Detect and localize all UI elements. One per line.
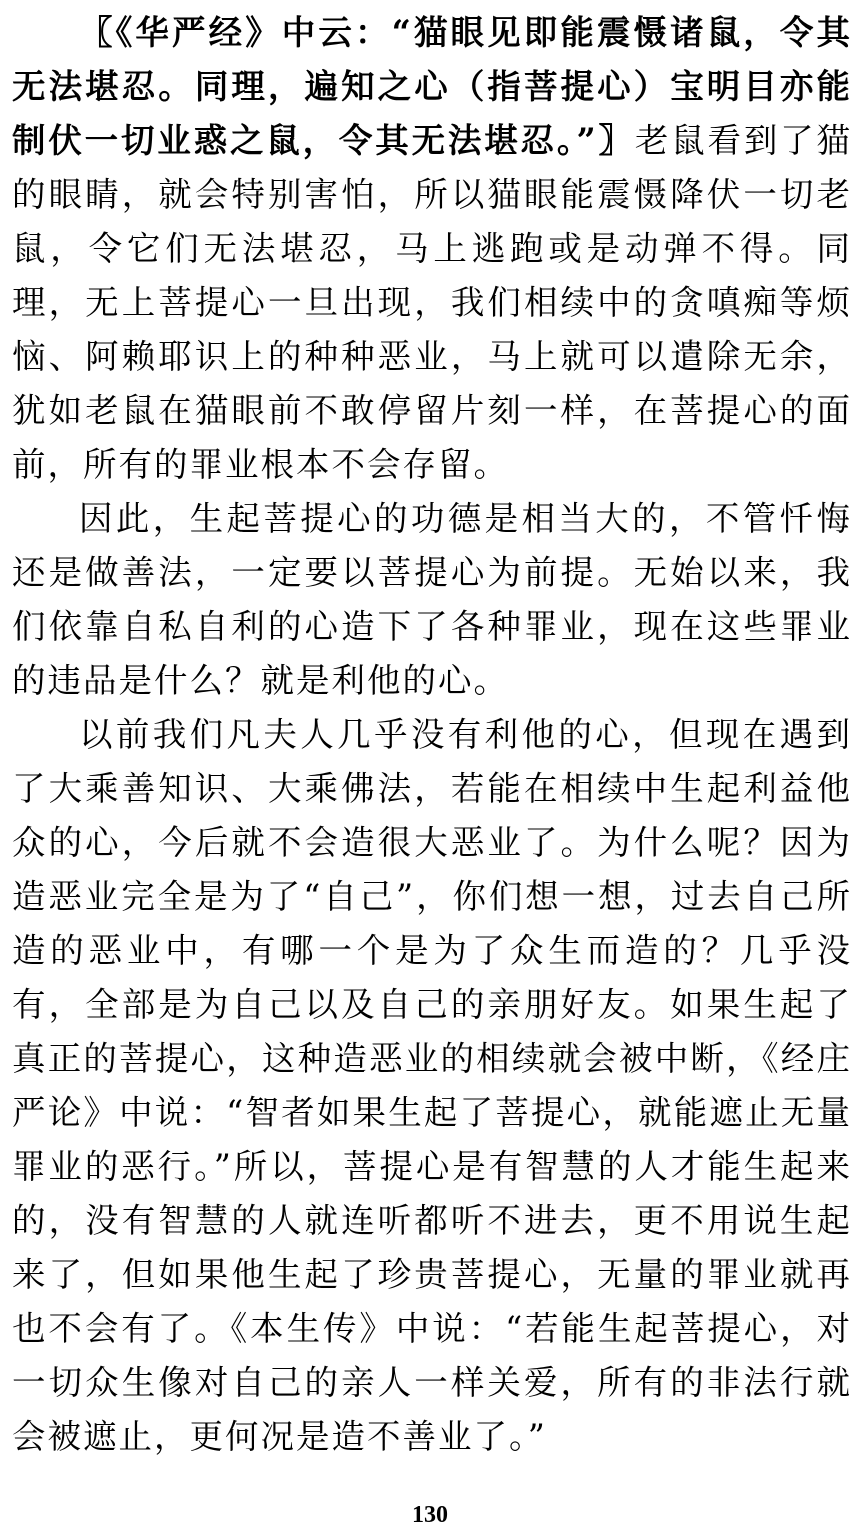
paragraph-3: 以前我们凡夫人几乎没有利他的心，但现在遇到了大乘善知识、大乘佛法，若能在相续中生起利益他众的心，今后就不会造很大恶业了。为什么呢？因为造恶业完全是为了“自己”，你们想一想，过去自己所造的恶业中，有哪一个是为了众生而造的？几乎没有，全部是为自己以及自己的亲朋好友。如果生起了真正的菩提心，这种造恶业的相续就会被中断，《经庄严论》中说：“智者如果生起了菩提心，就能遮止无量罪业的恶行。”所以，菩提心是有智慧的人才能生起来的，没有智慧的人就连听都听不进去，更不用说生起来了，但如果他生起了珍贵菩提心，无量的罪业就再也不会有了。《本生传》中说：“若能生起菩提心，对一切众生像对自己的亲人一样关爱，所有的非法行就会被遮止，更何况是造不善业了。”	[12, 715, 852, 1456]
page-number: 130	[412, 1502, 448, 1528]
page-body	[12, 6, 852, 1464]
paragraph-1-text: 老鼠看到了猫的眼睛，就会特别害怕，所以猫眼能震慑降伏一切老鼠，令它们无法堪忍，马上逃跑或是动弹不得。同理，无上菩提心一旦出现，我们相续中的贪嗔痴等烦恼、阿赖耶识上的种种恶业，马上就可以遣除无余，犹如老鼠在猫眼前不敢停留片刻一样，在菩提心的面前，所有的罪业根本不会存留。	[12, 121, 852, 484]
paragraph-1	[12, 6, 852, 492]
paragraph-2: 因此，生起菩提心的功德是相当大的，不管忏悔还是做善法，一定要以菩提心为前提。无始以来，我们依靠自私自利的心造下了各种罪业，现在这些罪业的违品是什么？就是利他的心。	[12, 499, 852, 700]
sutra-quote: 〖《华严经》中云：“猫眼见即能震慑诸鼠，令其无法堪忍。同理，遍知之心（指菩提心）宝明目亦能制伏一切业惑之鼠，令其无法堪忍。”〗	[12, 13, 852, 160]
